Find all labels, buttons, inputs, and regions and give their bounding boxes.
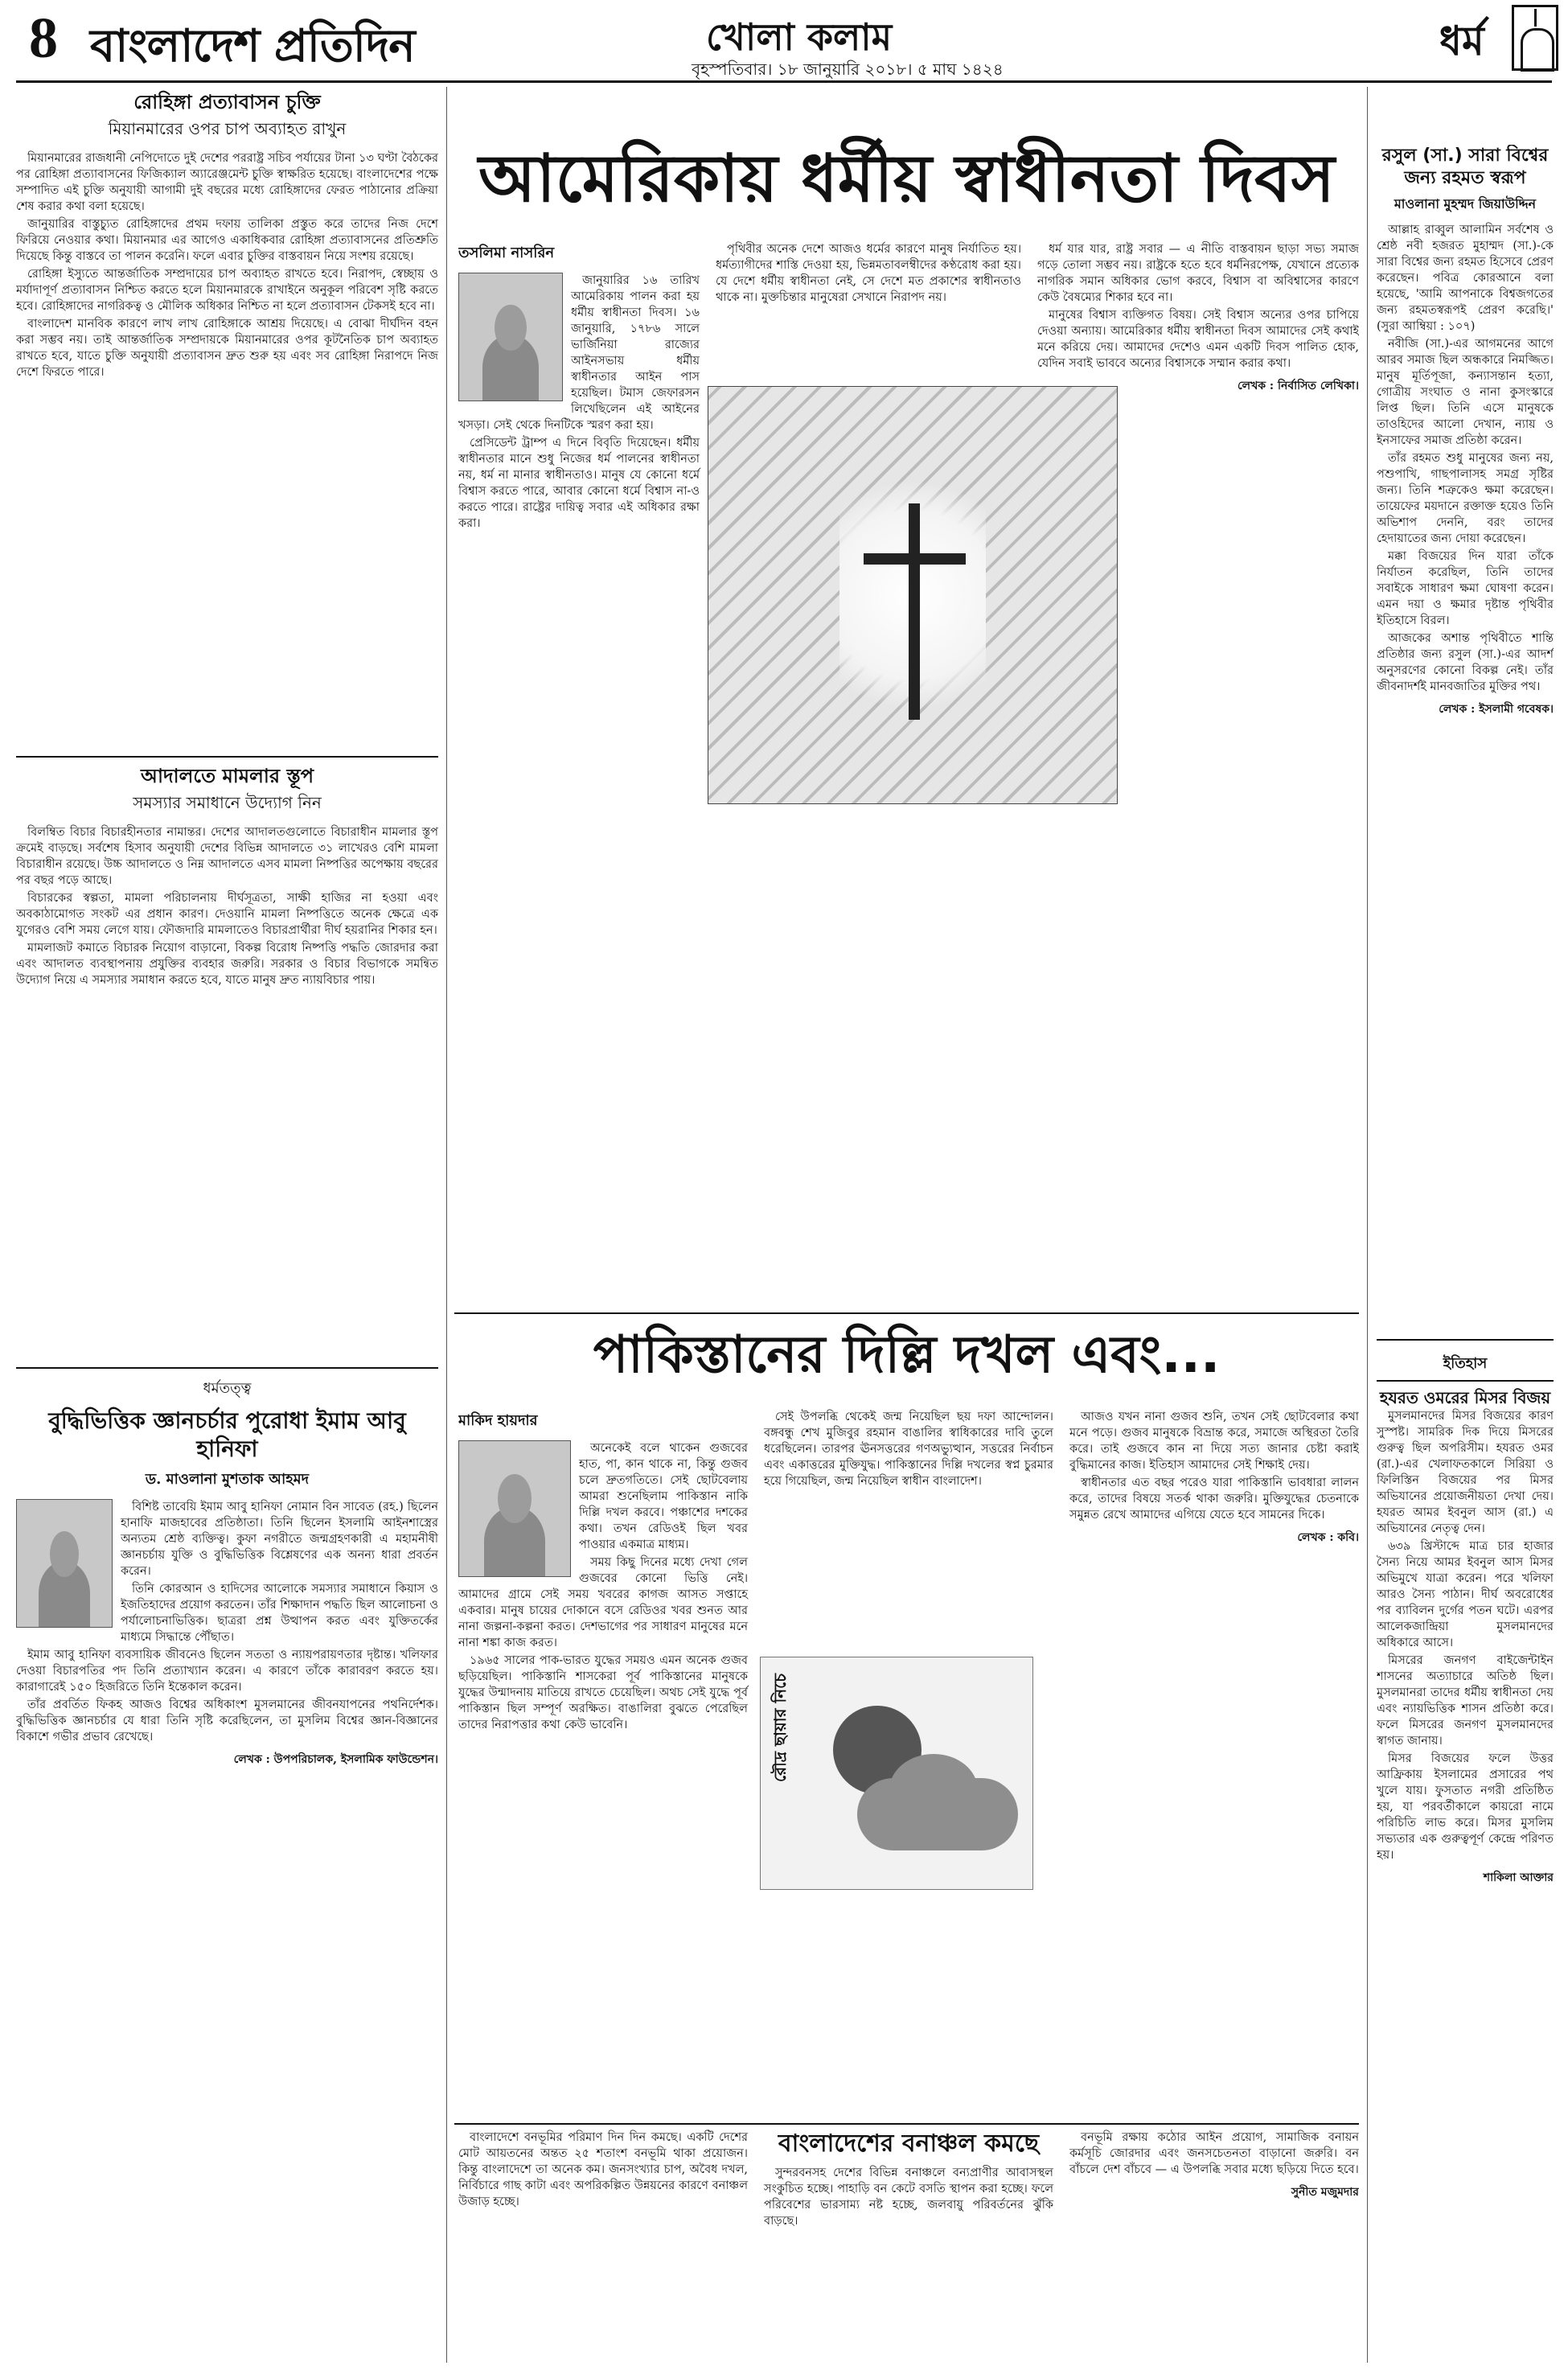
- paragraph: বনভূমি রক্ষায় কঠোর আইন প্রয়োগ, সামাজিক বনায়ন কর্মসূচি জোরদার এবং জনসচেতনতা বাড়ানো জরুরি। বন বাঁচলে দেশ বাঁচবে — এ উপলব্ধি সবার মধ্যে ছড়িয়ে দিতে হবে।: [1069, 2131, 1359, 2176]
- paragraph: আল্লাহ রাব্বুল আলামিন সর্বশেষ ও শ্রেষ্ঠ নবী হজরত মুহাম্মদ (সা.)-কে সারা বিশ্বের জন্য রহমত হিসেবে প্রেরণ করেছেন। পবিত্র কোরআনে বলা হয়েছে, 'আমি আপনাকে বিশ্বজগতের জন্য রহমতস্বরূপই প্রেরণ করেছি।' (সুরা আম্বিয়া : ১০৭): [1377, 224, 1554, 333]
- masthead: [0, 0, 1568, 80]
- paragraph: ৬৩৯ খ্রিস্টাব্দে মাত্র চার হাজার সৈন্য নিয়ে আমর ইবনুল আস মিসর অভিমুখে যাত্রা করেন। পরে খলিফা আরও সৈন্য পাঠান। দীর্ঘ অবরোধের পর ব্যাবিলন দুর্গের পতন ঘটে। এরপর আলেকজান্দ্রিয়া মুসলমানদের অধিকারে আসে।: [1377, 1540, 1554, 1649]
- paragraph: অনেকেই বলে থাকেন গুজবের হাত, পা, কান থাকে না, কিন্তু গুজব চলে দ্রুতগতিতে। সেই ছোটবেলায় আমরা শুনেছিলাম পাকিস্তান নাকি দিল্লি দখল করবে। পঞ্চাশের দশকের কথা। তখন রেডিওই ছিল খবর পাওয়ার একমাত্র মাধ্যম।: [579, 1442, 748, 1551]
- author-photo: [458, 1440, 571, 1577]
- paragraph: প্রেসিডেন্ট ট্রাম্প এ দিনে বিবৃতি দিয়েছেন। ধর্মীয় স্বাধীনতার মানে শুধু নিজের ধর্ম পালনের স্বাধীনতা নয়, ধর্ম না মানার স্বাধীনতাও। মানুষ যে কোনো ধর্মে বিশ্বাস করতে পারে, আবার কোনো ধর্মে বিশ্বাস না-ও করতে পারে। রাষ্ট্রের দায়িত্ব সবার এই অধিকার রক্ষা করা।: [458, 437, 700, 530]
- paragraph: মানুষের বিশ্বাস ব্যক্তিগত বিষয়। সেই বিশ্বাস অন্যের ওপর চাপিয়ে দেওয়া অন্যায়। আমেরিকার ধর্মীয় স্বাধীনতা দিবস আমাদের সেই কথাই মনে করিয়ে দেয়। আমাদের দেশেও এমন একটি দিবস পালিত হোক, যেদিন সবাই ভাববে অন্যের বিশ্বাসকে সম্মান করার কথা।: [1037, 309, 1359, 370]
- paragraph: বাংলাদেশে বনভূমির পরিমাণ দিন দিন কমছে। একটি দেশের মোট আয়তনের অন্তত ২৫ শতাংশ বনভূমি থাকা প্রয়োজন। কিন্তু বাংলাদেশে তা অনেক কম। জনসংখ্যার চাপ, অবৈধ দখল, নির্বিচারে গাছ কাটা এবং অপরিকল্পিত উন্নয়নের কারণে বনাঞ্চল উজাড় হচ্ছে।: [458, 2131, 748, 2208]
- paragraph: তাঁর প্রবর্তিত ফিকহ আজও বিশ্বের অধিকাংশ মুসলমানের জীবনযাপনের পথনির্দেশক। বুদ্ধিভিত্তিক জ্ঞানচর্চার যে ধারা তিনি সৃষ্টি করেছিলেন, তা মুসলিম বিশ্বের জ্ঞান-বিজ্ঞানের বিকাশে গভীর প্রভাব রেখেছে।: [16, 1698, 438, 1744]
- article-author: ড. মাওলানা মুশতাক আহমদ: [145, 1471, 310, 1488]
- paragraph: সুন্দরবনসহ দেশের বিভিন্ন বনাঞ্চলে বন্যপ্রাণীর আবাসস্থল সংকুচিত হচ্ছে। পাহাড়ি বন কেটে বসতি স্থাপন করা হচ্ছে। ফলে পরিবেশের ভারসাম্য নষ্ট হচ্ছে, জলবায়ু পরিবর্তনের ঝুঁকি বাড়ছে।: [764, 2167, 1053, 2228]
- mosque-icon: [1512, 5, 1558, 71]
- paragraph: বাংলাদেশ মানবিক কারণে লাখ লাখ রোহিঙ্গাকে আশ্রয় দিয়েছে। এ বোঝা দীর্ঘদিন বহন করা সম্ভব নয়। তাই আন্তর্জাতিক সম্প্রদায়কে মিয়ানমারের ওপর কূটনৈতিক চাপ অব্যাহত রাখতে হবে, যাতে চুক্তি অনুযায়ী প্রত্যাবাসন দ্রুত শুরু হয় এবং সব রোহিঙ্গা নিরাপদে নিজ দেশে ফিরতে পারে।: [16, 318, 438, 379]
- paragraph: রোহিঙ্গা ইস্যুতে আন্তর্জাতিক সম্প্রদায়ের চাপ অব্যাহত রাখতে হবে। নিরাপদ, স্বেচ্ছায় ও মর্যাদাপূর্ণ প্রত্যাবাসন নিশ্চিত করতে হলে মিয়ানমারকে রাখাইনে অনুকূল পরিবেশ সৃষ্টি করতে হবে। রোহিঙ্গাদের নাগরিকত্ব ও মৌলিক অধিকার নিশ্চিত না হলে প্রত্যাবাসন টেকসই হবে না।: [16, 268, 438, 313]
- dateline: বৃহস্পতিবার। ১৮ জানুয়ারি ২০১৮। ৫ মাঘ ১৪২৪: [692, 60, 1004, 79]
- paragraph: মিয়ানমারের রাজধানী নেপিদোতে দুই দেশের পররাষ্ট্র সচিব পর্যায়ের টানা ১৩ ঘণ্টা বৈঠকের পর রোহিঙ্গা প্রত্যাবাসনের ফিজিক্যাল অ্যারেঞ্জমেন্ট চুক্তি স্বাক্ষরিত হয়েছে। বাংলাদেশের পক্ষে সম্পাদিত এই চুক্তি অনুযায়ী আগামী দুই বছরের মধ্যে রোহিঙ্গাদের ফেরত পাঠানোর প্রক্রিয়া শেষ করার কথা বলা হয়েছে।: [16, 152, 438, 213]
- section-rule: [454, 1312, 1359, 1314]
- page-number: 8: [29, 6, 58, 70]
- article-title: বাংলাদেশের বনাঞ্চল কমছে: [778, 2130, 1040, 2158]
- article-forest: [458, 2130, 1359, 2363]
- author-note: লেখক : ইসলামী গবেষক।: [1439, 703, 1554, 716]
- paragraph: সেই উপলব্ধি থেকেই জন্ম নিয়েছিল ছয় দফা আন্দোলন। বঙ্গবন্ধু শেখ মুজিবুর রহমান বাঙালির স্বাধিকারের দাবি তুলে ধরেছিলেন। তারপর ঊনসত্তরের গণঅভ্যুত্থান, সত্তরের নির্বাচন এবং একাত্তরের মুক্তিযুদ্ধ। পাকিস্তানের দিল্লি দখলের স্বপ্ন চুরমার হয়ে গিয়েছিল, জন্ম নিয়েছিল স্বাধীন বাংলাদেশ।: [764, 1411, 1053, 1488]
- newspaper-logo: বাংলাদেশ প্রতিদিন: [90, 20, 415, 72]
- paragraph: আজকের অশান্ত পৃথিবীতে শান্তি প্রতিষ্ঠার জন্য রসুল (সা.)-এর আদর্শ অনুসরণের কোনো বিকল্প নেই। তাঁর জীবনাদর্শই মানবজাতির মুক্তির পথ।: [1377, 632, 1554, 693]
- paragraph: তাঁর রহমত শুধু মানুষের জন্য নয়, পশুপাখি, গাছপালাসহ সমগ্র সৃষ্টির জন্য। তিনি শত্রুকেও ক্ষমা করেছেন। তায়েফের ময়দানে রক্তাক্ত হয়েও তিনি অভিশাপ দেননি, বরং তাদের হেদায়াতের জন্য দোয়া করেছেন।: [1377, 452, 1554, 545]
- author-note: লেখক : উপপরিচালক, ইসলামিক ফাউন্ডেশন।: [233, 1753, 438, 1766]
- cross-icon: [909, 503, 920, 720]
- column-divider: [1367, 87, 1368, 2363]
- paragraph: ধর্ম যার যার, রাষ্ট্র সবার — এ নীতি বাস্তবায়ন ছাড়া সভ্য সমাজ গড়ে তোলা সম্ভব নয়। রাষ্ট্রকে হতে হবে ধর্মনিরপেক্ষ, যেখানে প্রত্যেক নাগরিক সমান অধিকার ভোগ করবে, বিশ্বাস বা অবিশ্বাসের কারণে কেউ বৈষম্যের শিকার হবে না।: [1037, 243, 1359, 304]
- article-author: মাওলানা মুহম্মদ জিয়াউদ্দিন: [1394, 196, 1537, 212]
- crucifix-illustration: [708, 386, 1118, 804]
- section-rule: [16, 1367, 438, 1369]
- paragraph: মিসরের জনগণ বাইজেন্টাইন শাসনের অত্যাচারে অতিষ্ঠ ছিল। মুসলমানরা তাদের ধর্মীয় স্বাধীনতা দেয় এবং ন্যায়ভিত্তিক শাসন প্রতিষ্ঠা করে। ফলে মিসরের জনগণ মুসলমানদের স্বাগত জানায়।: [1377, 1654, 1554, 1748]
- article-author: তসলিমা নাসরিন: [458, 244, 555, 261]
- section-rule: [1377, 1339, 1554, 1341]
- article-title: রসুল (সা.) সারা বিশ্বের জন্য রহমত স্বরূপ: [1381, 146, 1549, 188]
- editorial-rohingya: [16, 90, 438, 750]
- paragraph: মক্কা বিজয়ের দিন যারা তাঁকে নির্যাতন করেছিল, তিনি তাদের সবাইকে সাধারণ ক্ষমা ঘোষণা করেন। এমন দয়া ও ক্ষমার দৃষ্টান্ত পৃথিবীর ইতিহাসে বিরল।: [1377, 550, 1554, 627]
- article-omar: [1377, 1347, 1554, 2360]
- paragraph: মিসর বিজয়ের ফলে উত্তর আফ্রিকায় ইসলামের প্রসারের পথ খুলে যায়। ফুসতাত নগরী প্রতিষ্ঠিত হয়, যা পরবর্তীকালে কায়রো নামে পরিচিতি লাভ করে। মিসর মুসলিম সভ্যতার এক গুরুত্বপূর্ণ কেন্দ্রে পরিণত হয়।: [1377, 1752, 1554, 1862]
- paragraph: আজও যখন নানা গুজব শুনি, তখন সেই ছোটবেলার কথা মনে পড়ে। গুজব মানুষকে বিভ্রান্ত করে, সমাজে অস্থিরতা তৈরি করে। তাই গুজবে কান না দিয়ে সত্য জানার চেষ্টা করাই বুদ্ধিমানের কাজ। ইতিহাস আমাদের সেই শিক্ষাই দেয়।: [1069, 1411, 1359, 1472]
- section-title: খোলা কলাম: [706, 15, 893, 59]
- article-subtitle: মিয়ানমারের ওপর চাপ অব্যাহত রাখুন: [108, 119, 347, 138]
- paragraph: বিলম্বিত বিচার বিচারহীনতার নামান্তর। দেশের আদালতগুলোতে বিচারাধীন মামলার স্তূপ ক্রমেই বাড়ছে। সর্বশেষ হিসাব অনুযায়ী দেশের বিভিন্ন আদালতে ৩১ লাখেরও বেশি মামলা বিচারাধীন রয়েছে। উচ্চ আদালতে ও নিম্ন আদালতে এসব মামলা নিষ্পত্তির অপেক্ষায় বছরের পর বছর পড়ে আছে।: [16, 826, 438, 887]
- author-note: শাকিলা আক্তার: [1483, 1871, 1554, 1884]
- main-headline: আমেরিকায় ধর্মীয় স্বাধীনতা দিবস: [478, 141, 1335, 217]
- author-note: লেখক : নির্বাসিত লেখিকা।: [1237, 380, 1359, 392]
- paragraph: তিনি কোরআন ও হাদিসের আলোকে সমস্যার সমাধানে কিয়াস ও ইজতিহাদের প্রয়োগ করতেন। তাঁর শিক্ষাদান পদ্ধতি ছিল আলোচনা ও পর্যালোচনাভিত্তিক। ছাত্ররা প্রশ্ন উত্থাপন করত এবং যুক্তিতর্কের মাধ্যমে সিদ্ধান্তে পৌঁছাত।: [121, 1583, 438, 1644]
- article-kicker: ধর্মতত্ত্ব: [203, 1380, 252, 1397]
- paragraph: বিশিষ্ট তাবেয়ি ইমাম আবু হানিফা নোমান বিন সাবেত (রহ.) ছিলেন হানাফি মাজহাবের প্রতিষ্ঠাতা। তিনি ছিলেন ইসলামি আইনশাস্ত্রের অন্যতম শ্রেষ্ঠ ব্যক্তিত্ব। কুফা নগরীতে জন্মগ্রহণকারী এ মহামনীষী জ্ঞানচর্চায় যুক্তি ও বুদ্ধিভিত্তিক বিশ্লেষণের এক অনন্য ধারা প্রবর্তন করেন।: [121, 1501, 438, 1578]
- section-rule: [454, 2123, 1359, 2125]
- paragraph: মামলাজট কমাতে বিচারক নিয়োগ বাড়ানো, বিকল্প বিরোধ নিষ্পত্তি পদ্ধতি জোরদার করা এবং আদালত ব্যবস্থাপনায় প্রযুক্তির ব্যবহার জরুরি। সরকার ও বিচার বিভাগকে সমন্বিত উদ্যোগ নিয়ে এ সমস্যার সমাধান করতে হবে, যাতে মানুষ দ্রুত ন্যায়বিচার পায়।: [16, 942, 438, 987]
- paragraph: মুসলমানদের মিসর বিজয়ের কারণ সুস্পষ্ট। সামরিক দিক দিয়ে মিসরের গুরুত্ব ছিল অপরিসীম। হযরত ওমর (রা.)-এর খেলাফতকালে সিরিয়া ও ফিলিস্তিন বিজয়ের পর মিসর অভিযানের প্রয়োজনীয়তা দেখা দেয়। হযরত আমর ইবনুল আস (রা.) এ অভিযানের নেতৃত্ব দেন।: [1377, 1410, 1554, 1535]
- article-title: বুদ্ধিভিত্তিক জ্ঞানচর্চার পুরোধা ইমাম আবু হানিফা: [48, 1407, 406, 1462]
- article-title: আদালতে মামলার স্তূপ: [140, 765, 314, 787]
- paragraph: জানুয়ারির বাস্তুচ্যুত রোহিঙ্গাদের প্রথম দফায় তালিকা প্রস্তুত করে তাদের নিজ দেশে ফিরিয়ে নেওয়ার কথা। মিয়ানমার এর আগেও একাধিকবার রোহিঙ্গা প্রত্যাবাসনের প্রতিশ্রুতি দিয়েছে কিন্তু বাস্তবে তা পালন করেনি। ফলে এবার চুক্তির বাস্তবায়ন নিয়ে সংশয় রয়েছে।: [16, 218, 438, 263]
- paragraph: ইমাম আবু হানিফা ব্যবসায়িক জীবনেও ছিলেন সততা ও ন্যায়পরায়ণতার দৃষ্টান্ত। খলিফার দেওয়া বিচারপতির পদ তিনি প্রত্যাখ্যান করেন। এ কারণে তাঁকে কারাবরণ করতে হয়। কারাগারেই ১৫০ হিজরিতে তিনি ইন্তেকাল করেন।: [16, 1649, 438, 1694]
- category-label: ধর্ম: [1439, 18, 1484, 64]
- article-subtitle: সমস্যার সমাধানে উদ্যোগ নিন: [133, 793, 322, 812]
- paragraph: সময় কিছু দিনের মধ্যে দেখা গেল গুজবের কোনো ভিত্তি নেই। আমাদের গ্রামে সেই সময় খবরের কাগজ আসত সপ্তাহে একবার। মানুষ চায়ের দোকানে বসে রেডিওর খবর শুনত আর নানা জল্পনা-কল্পনা করত। দেশভাগের পর সাধারণ মানুষের মনে নানা শঙ্কা কাজ করত।: [458, 1556, 748, 1649]
- author-photo: [458, 273, 563, 401]
- author-note: লেখক : কবি।: [1297, 1531, 1359, 1544]
- masthead-rule: [16, 80, 1552, 83]
- paragraph: জানুয়ারির ১৬ তারিখ আমেরিকায় পালন করা হয় ধর্মীয় স্বাধীনতা দিবস। ১৬ জানুয়ারি, ১৭৮৬ সালে ভার্জিনিয়া রাজ্যের আইনসভায় ধর্মীয় স্বাধীনতার আইন পাস হয়েছিল। টমাস জেফারসন লিখেছিলেন এই আইনের খসড়া। সেই থেকে দিনটিকে স্মরণ করা হয়।: [458, 274, 700, 432]
- article-title: হযরত ওমরের মিসর বিজয়: [1379, 1388, 1551, 1407]
- illustration-caption: রৌদ্র ছায়ার নিচে: [770, 1674, 790, 1783]
- paragraph: ১৯৬৫ সালের পাক-ভারত যুদ্ধের সময়ও এমন অনেক গুজব ছড়িয়েছিল। পাকিস্তানি শাসকেরা পূর্ব পাকিস্তানের মানুষকে যুদ্ধের উন্মাদনায় মাতিয়ে রাখতে চেয়েছিল। অথচ সেই যুদ্ধে পূর্ব পাকিস্তান ছিল সম্পূর্ণ অরক্ষিত। বাঙালিরা বুঝতে পেরেছিল তাদের নিরাপত্তার কথা কেউ ভাবেনি।: [458, 1654, 748, 1731]
- editorial-courts: [16, 764, 438, 1359]
- article-abu-hanifa: [16, 1377, 438, 2358]
- paragraph: বিচারকের স্বল্পতা, মামলা পরিচালনায় দীর্ঘসূত্রতা, সাক্ষী হাজির না হওয়া এবং অবকাঠামোগত সংকট এর প্রধান কারণ। দেওয়ানি মামলা নিষ্পত্তিতে অনেক ক্ষেত্রে এক যুগেরও বেশি সময় লেগে যায়। ফৌজদারি মামলাতেও বিচারপ্রার্থীরা দীর্ঘ হয়রানির শিকার হন।: [16, 892, 438, 937]
- column-divider: [446, 87, 447, 2363]
- article-author: মাকিদ হায়দার: [458, 1412, 538, 1429]
- article-title: রোহিঙ্গা প্রত্যাবাসন চুক্তি: [133, 91, 321, 113]
- section-rule: [16, 756, 438, 758]
- author-photo: [16, 1499, 113, 1628]
- secondary-headline: পাকিস্তানের দিল্লি দখল এবং...: [593, 1325, 1221, 1385]
- author-note: সুনীত মজুমদার: [1291, 2186, 1359, 2199]
- paragraph: স্বাধীনতার এত বছর পরেও যারা পাকিস্তানি ভাবধারা লালন করে, তাদের বিষয়ে সতর্ক থাকা জরুরি। মুক্তিযুদ্ধের চেতনাকে সমুন্নত রেখে আমাদের এগিয়ে যেতে হবে সামনের দিকে।: [1069, 1477, 1359, 1522]
- cloud-icon: [857, 1778, 1018, 1850]
- paragraph: পৃথিবীর অনেক দেশে আজও ধর্মের কারণে মানুষ নির্যাতিত হয়। ধর্মত্যাগীদের শাস্তি দেওয়া হয়, ভিন্নমতাবলম্বীদের কণ্ঠরোধ করা হয়। যে দেশে ধর্মীয় স্বাধীনতা নেই, সে দেশে মত প্রকাশের স্বাধীনতাও থাকে না। মুক্তচিন্তার মানুষেরা সেখানে নিরাপদ নয়।: [716, 243, 1021, 304]
- article-rasul: [1377, 145, 1554, 1335]
- paragraph: নবীজি (সা.)-এর আগমনের আগে আরব সমাজ ছিল অন্ধকারে নিমজ্জিত। মানুষ মূর্তিপূজা, কন্যাসন্তান হত্যা, গোত্রীয় সংঘাত ও নানা কুসংস্কারে লিপ্ত ছিল। তিনি এসে মানুষকে তাওহিদের আলো দেখান, ন্যায় ও ইনসাফের সমাজ প্রতিষ্ঠা করেন।: [1377, 338, 1554, 447]
- weather-illustration: [760, 1657, 1033, 1890]
- article-kicker: ইতিহাস: [1377, 1352, 1554, 1382]
